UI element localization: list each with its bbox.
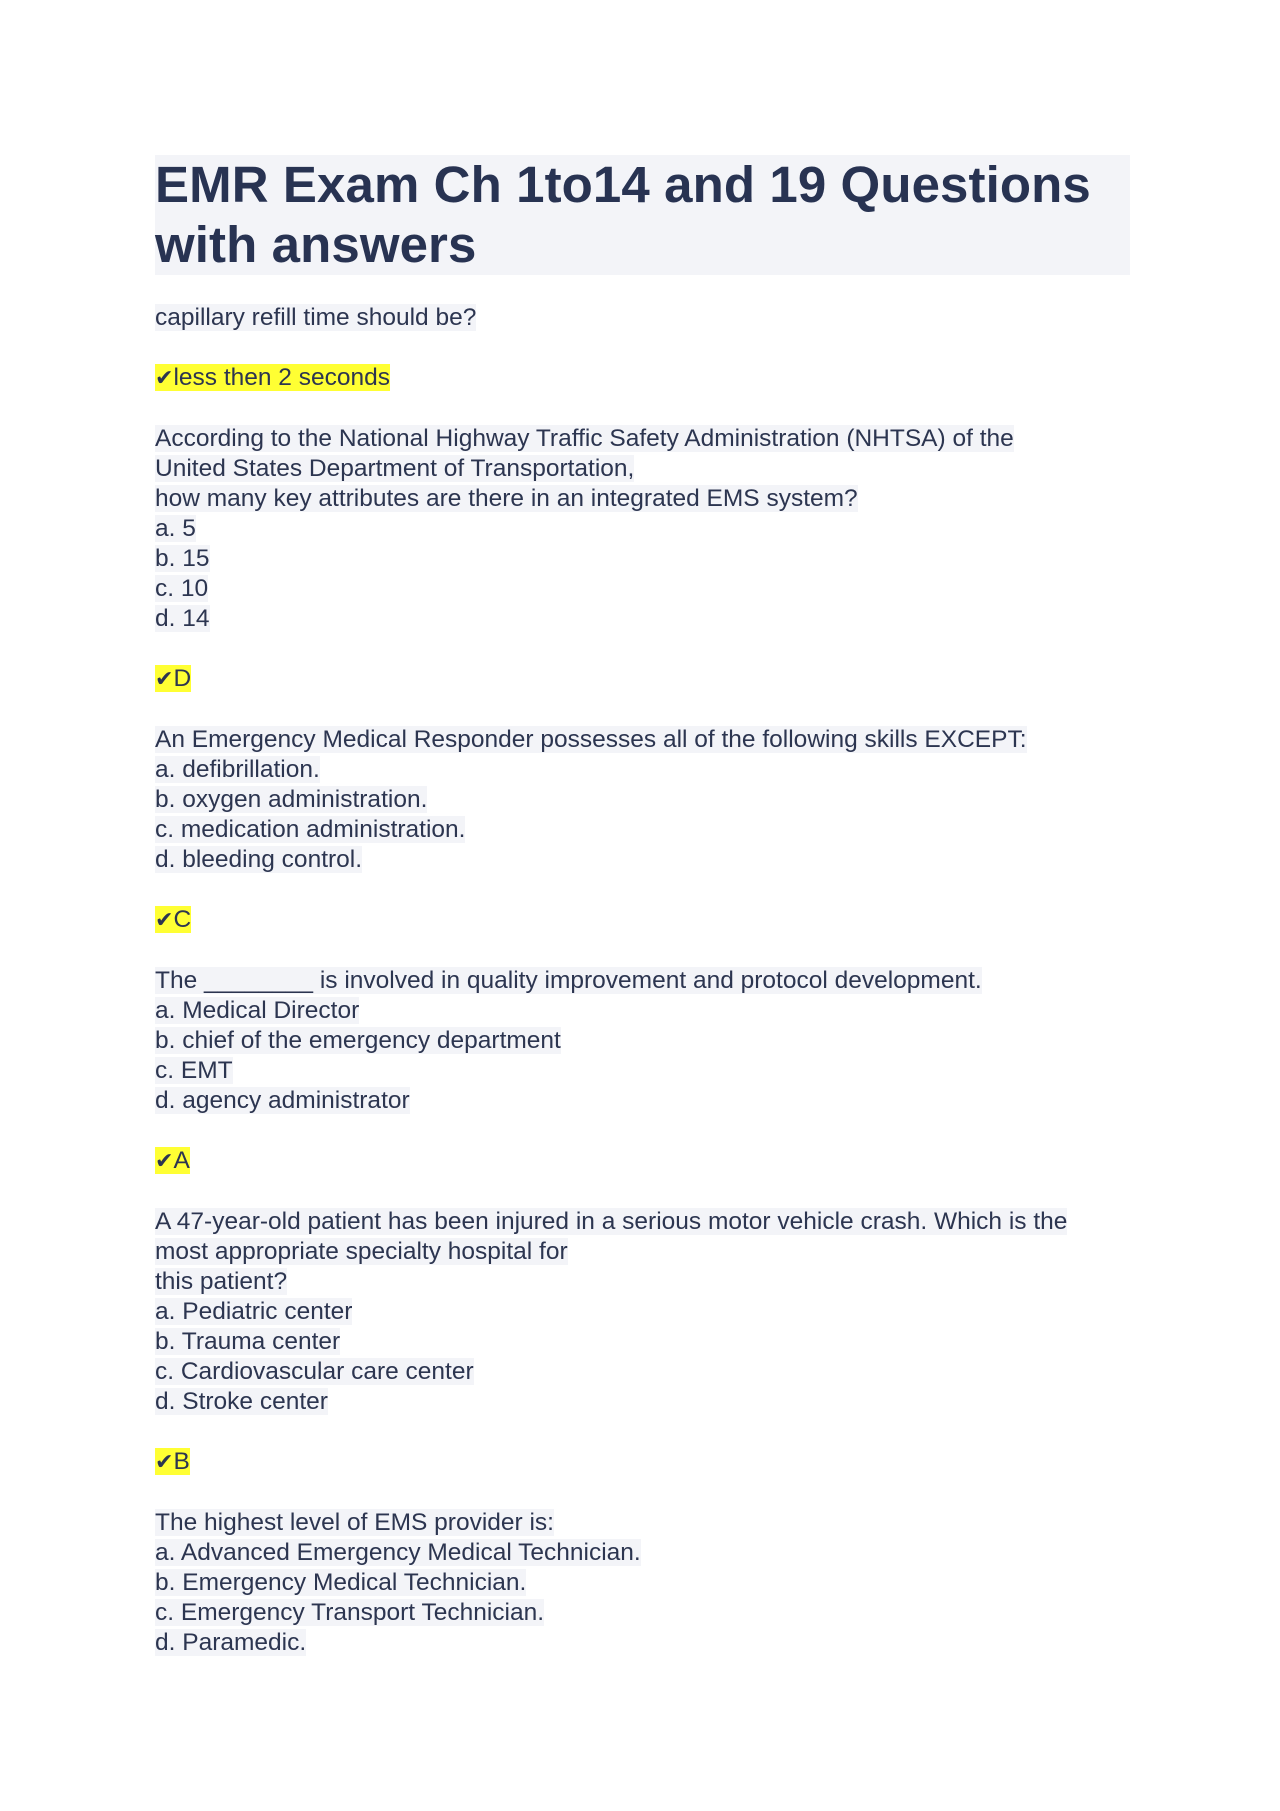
answer-highlight	[155, 1448, 190, 1475]
question-line-text: b. Trauma center	[155, 1328, 341, 1355]
question-line	[155, 1628, 1130, 1658]
answer-text: D	[173, 665, 192, 692]
question-line	[155, 755, 1130, 785]
question-line	[155, 845, 1130, 875]
question-line-text: a. Advanced Emergency Medical Technician.	[155, 1539, 641, 1566]
question-line-text: d. Paramedic.	[155, 1629, 307, 1656]
title-box	[155, 155, 1130, 275]
answer-highlight	[155, 364, 390, 391]
question-line-text: d. agency administrator	[155, 1087, 410, 1114]
question-line-text: According to the National Highway Traffic Safety Administration (NHTSA) of the	[155, 425, 1014, 452]
question-line-text: The highest level of EMS provider is:	[155, 1509, 554, 1536]
question-line-text: c. 10	[155, 575, 209, 602]
question-line-text: most appropriate specialty hospital for	[155, 1238, 568, 1265]
question-line-text: b. oxygen administration.	[155, 786, 428, 813]
question-line-text: United States Department of Transportation,	[155, 455, 635, 482]
question-block	[155, 424, 1130, 634]
answer-block	[155, 664, 1130, 695]
answer-highlight	[155, 906, 191, 933]
answer-highlight	[155, 1147, 190, 1174]
question-line	[155, 1357, 1130, 1387]
question-line	[155, 996, 1130, 1026]
question-line-text: capillary refill time should be?	[155, 304, 477, 331]
question-line	[155, 514, 1130, 544]
check-mark-icon: ✔	[155, 366, 174, 391]
answer-block	[155, 1146, 1130, 1177]
question-line-text: a. Medical Director	[155, 997, 360, 1024]
title-line-2: with answers	[155, 216, 477, 273]
question-line-text: c. Emergency Transport Technician.	[155, 1599, 545, 1626]
question-line-text: c. Cardiovascular care center	[155, 1358, 474, 1385]
question-block	[155, 1508, 1130, 1658]
question-line-text: a. Pediatric center	[155, 1298, 353, 1325]
question-line	[155, 1237, 1130, 1267]
question-line	[155, 544, 1130, 574]
question-line	[155, 1086, 1130, 1116]
question-line-text: a. defibrillation.	[155, 756, 320, 783]
question-line-text: this patient?	[155, 1268, 288, 1295]
answer-text: B	[173, 1448, 190, 1475]
answer-text: less then 2 seconds	[173, 364, 390, 391]
question-text	[155, 303, 1130, 333]
question-line	[155, 1387, 1130, 1417]
question-line-text: A 47-year-old patient has been injured in a serious motor vehicle crash. Which is the	[155, 1208, 1068, 1235]
check-mark-icon: ✔	[155, 667, 174, 692]
answer-text: A	[173, 1147, 190, 1174]
check-mark-icon: ✔	[155, 1149, 174, 1174]
document-page	[155, 155, 1130, 1688]
question-line	[155, 1056, 1130, 1086]
question-line-text: d. bleeding control.	[155, 846, 363, 873]
question-line	[155, 815, 1130, 845]
answer-block	[155, 1447, 1130, 1478]
answer-text: C	[173, 906, 192, 933]
question-line	[155, 1327, 1130, 1357]
question-line-text: An Emergency Medical Responder possesses all of the following skills EXCEPT:	[155, 726, 1027, 753]
question-text	[155, 424, 1130, 454]
question-line	[155, 1267, 1130, 1297]
question-block	[155, 966, 1130, 1116]
question-block	[155, 1207, 1130, 1417]
question-text	[155, 1508, 1130, 1538]
question-text	[155, 725, 1130, 755]
question-text	[155, 966, 1130, 996]
question-line	[155, 1297, 1130, 1327]
answer-block	[155, 905, 1130, 936]
question-line-text: a. 5	[155, 515, 196, 542]
question-line-text: c. medication administration.	[155, 816, 466, 843]
check-mark-icon: ✔	[155, 908, 174, 933]
question-line-text: c. EMT	[155, 1057, 233, 1084]
question-line-text: b. 15	[155, 545, 210, 572]
question-block	[155, 725, 1130, 875]
question-line	[155, 574, 1130, 604]
title-line-1: EMR Exam Ch 1to14 and 19 Questions	[155, 156, 1091, 213]
question-line	[155, 454, 1130, 484]
question-line-text: b. Emergency Medical Technician.	[155, 1569, 527, 1596]
question-line	[155, 484, 1130, 514]
check-mark-icon: ✔	[155, 1450, 174, 1475]
question-line	[155, 785, 1130, 815]
question-line	[155, 1598, 1130, 1628]
question-line	[155, 1538, 1130, 1568]
question-text	[155, 1207, 1130, 1237]
page-title	[155, 155, 1126, 275]
answer-highlight	[155, 665, 191, 692]
question-line-text: d. Stroke center	[155, 1388, 328, 1415]
questions-list	[155, 303, 1130, 1658]
question-line-text: The ________ is involved in quality improvement and protocol development.	[155, 967, 982, 994]
question-line-text: b. chief of the emergency department	[155, 1027, 561, 1054]
question-line-text: d. 14	[155, 605, 210, 632]
question-line	[155, 1026, 1130, 1056]
answer-block	[155, 363, 1130, 394]
question-line-text: how many key attributes are there in an integrated EMS system?	[155, 485, 858, 512]
question-line	[155, 604, 1130, 634]
question-block	[155, 303, 1130, 333]
question-line	[155, 1568, 1130, 1598]
